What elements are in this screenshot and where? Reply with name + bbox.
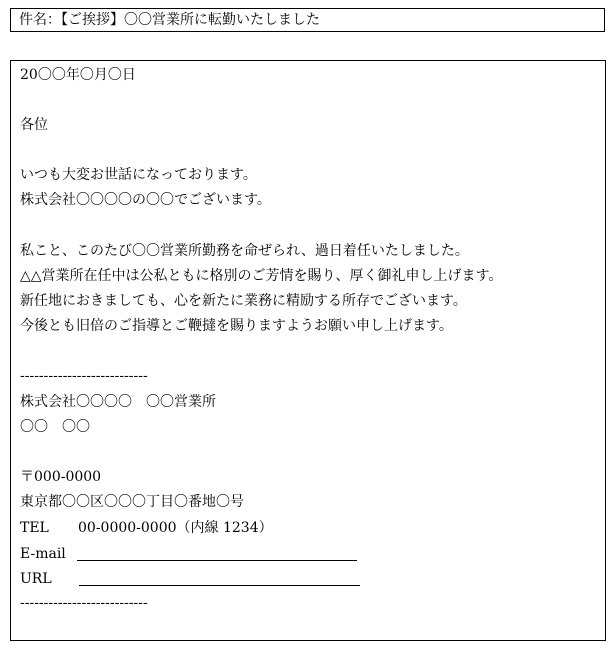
signature-divider-top: --------------------------- [20, 368, 148, 384]
url-label: URL [20, 571, 52, 587]
email-label: E-mail [20, 546, 66, 562]
signature-name: 〇〇 〇〇 [20, 419, 90, 435]
tel-value: 00-0000-0000（内線 1234） [78, 520, 273, 536]
letter-date: 20〇〇年〇月〇日 [20, 67, 136, 83]
greeting-line-1: いつも大変お世話になっております。 [20, 167, 257, 183]
body-line-1: 私こと、このたび〇〇営業所勤務を命ぜられ、過日着任いたしました。 [20, 243, 469, 259]
letter-recipient: 各位 [20, 117, 48, 133]
signature-divider-bottom: --------------------------- [20, 595, 148, 611]
url-underline [79, 585, 360, 586]
body-line-4: 今後とも旧倍のご指導とご鞭撻を賜りますようお願い申し上げます。 [20, 318, 453, 334]
greeting-line-2: 株式会社〇〇〇〇の〇〇でございます。 [20, 192, 271, 208]
body-line-2: △△営業所在任中は公私ともに格別のご芳情を賜り、厚く御礼申し上げます。 [20, 268, 503, 284]
letter-body [10, 60, 606, 641]
tel-label: TEL [20, 520, 49, 536]
signature-postal: 〒000-0000 [20, 469, 102, 485]
signature-company: 株式会社〇〇〇〇 〇〇営業所 [20, 394, 216, 410]
subject-line: 件名：【ご挨拶】〇〇営業所に転勤いたしました [19, 12, 320, 28]
subject-box [10, 8, 605, 32]
signature-address: 東京都〇〇区〇〇〇丁目〇番地〇号 [20, 494, 244, 510]
body-line-3: 新任地におきましても、心を新たに業務に精励する所存でございます。 [20, 293, 467, 309]
email-underline [77, 560, 357, 561]
